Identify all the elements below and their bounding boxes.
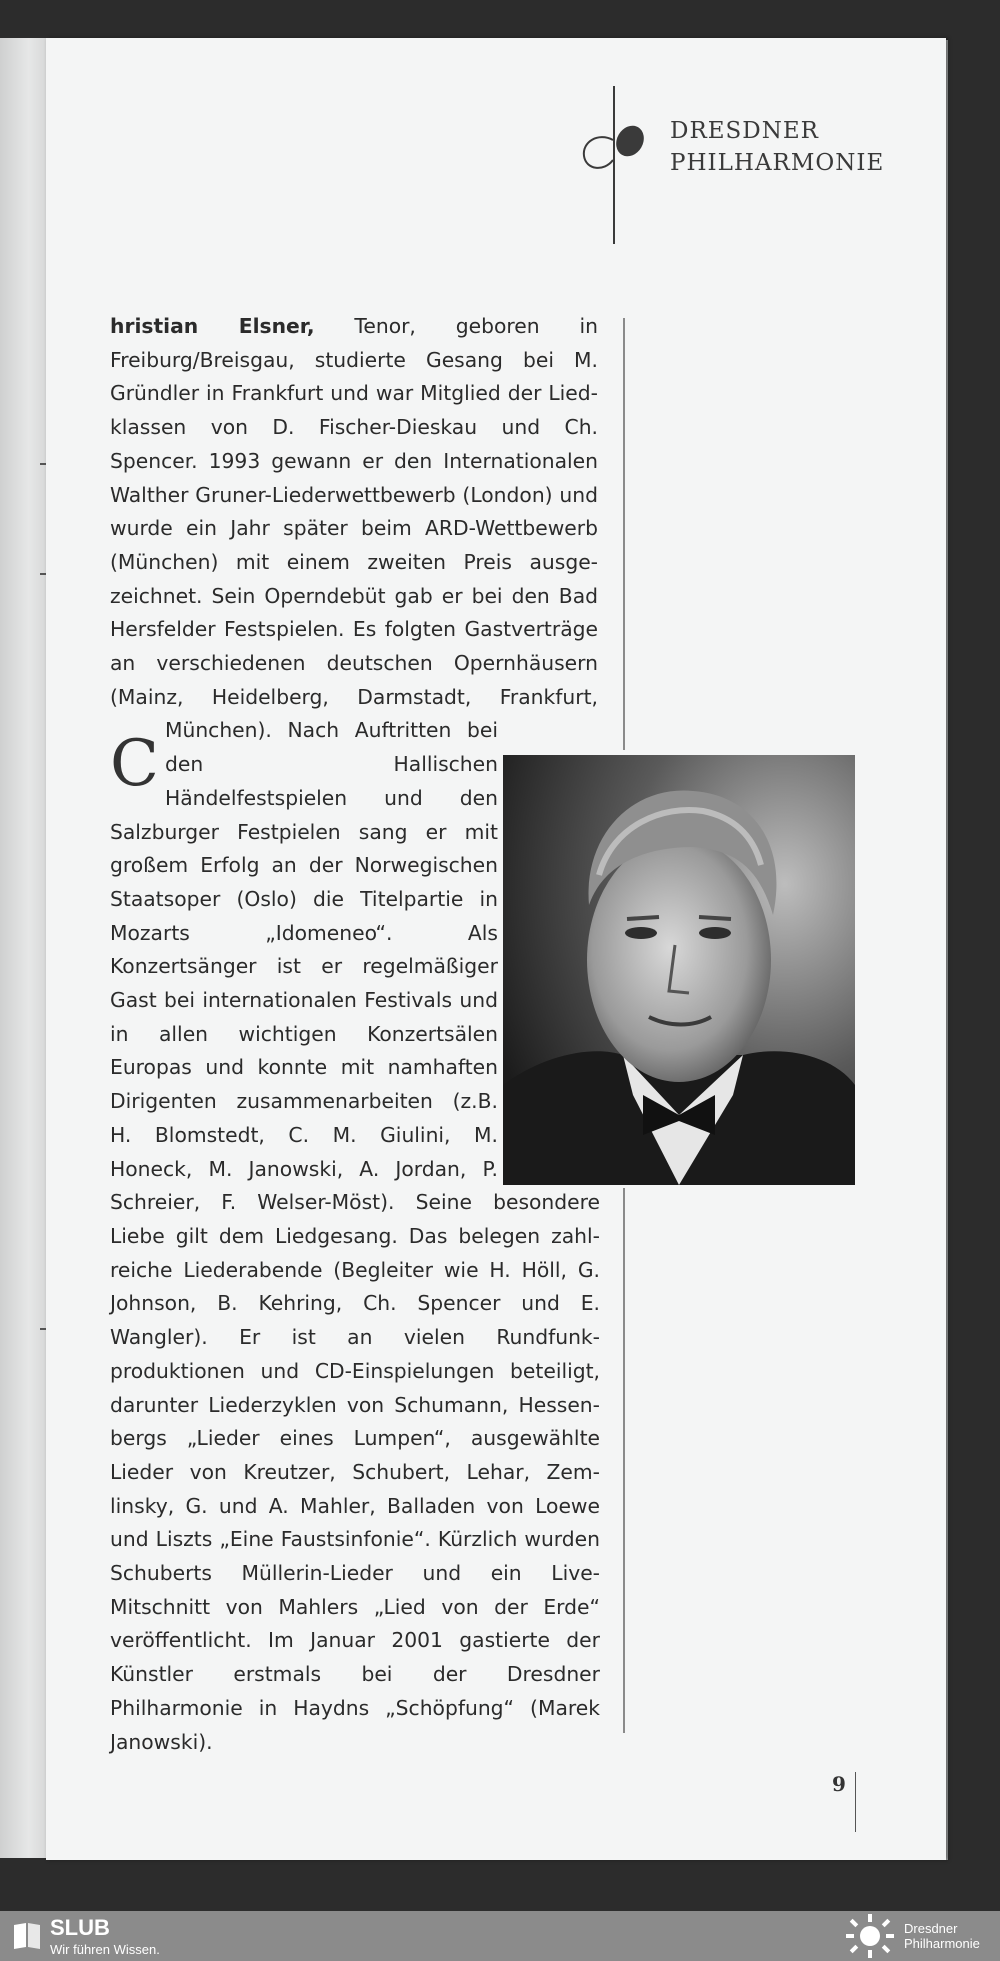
portrait-photo bbox=[503, 755, 855, 1185]
partner-line2: Philharmonie bbox=[904, 1936, 980, 1951]
slub-book-icon bbox=[12, 1921, 42, 1949]
slub-logo-subtitle: Wir führen Wissen. bbox=[50, 1942, 160, 1957]
biography-body: Tenor, geboren in Freiburg/Breisgau, studierte Gesang bei M. Gründler in Frankfurt und war Mitglied der Liedklassen von D. Fischer-Dieskau und Ch. Spencer. 1993 gewann er den Internationalen Walther Gruner-Liederwettbewerb (London) und wurde ein Jahr später beim ARD-Wettbewerb (München) mit einem zweiten Preis ausgezeichnet. Sein Operndebüt gab er bei den Bad Hersfelder Festspielen. Es folgten Gastverträge an verschiedenen deutschen Opernhäusern (Mainz, Heidelberg, Darmstadt, Frankfurt, München). Nach Auftritten bei den Hallischen Händelfestspielen und den Salzburger Festpielen sang er mit großem Erfolg an der Norwegischen Staatsoper (Oslo) die Titelpartie in Mozarts „Idomeneo“. Als Konzertsänger ist er regelmäßiger Gast bei internationalen Festivals und in allen wichtigen Konzertsälen Europas und konnte mit namhaften Dirigenten zusammenarbeiten (z.B. H. Blomstedt, C. M. Giulini, M. Honeck, M. Janowski, A. Jordan, P. Schreier, F. Welser-Möst). Seine besondere Liebe gilt dem Liedgesang. Das belegen zahlreiche Liederabende (Begleiter wie H. Höll, G. Johnson, B. Kehring, Ch. Spencer und E. Wangler). Er ist an vielen Rundfunkproduktionen und CD-Einspielungen beteiligt, darunter Liederzyklen von Schumann, Hessenbergs „Lieder eines Lumpen“, ausgewählte Lieder von Kreutzer, Schubert, Lehar, Zemlinsky, G. und A. Mahler, Balladen von Loewe und Liszts „Eine Faustsinfonie“. Kürzlich wurden Schuberts Müllerin-Lieder und ein Live-Mitschnitt von Mahlers „Lied von der Erde“ veröffentlicht. Im Januar 2001 gastierte der Künstler erstmals bei der Dresdner Philharmonie in Haydns „Schöpfung“ (Marek Janowski). bbox=[110, 314, 600, 1754]
column-rule-top bbox=[623, 318, 625, 750]
column-rule-bottom bbox=[623, 1188, 625, 1733]
slub-logo-title[interactable]: SLUB bbox=[50, 1915, 110, 1940]
adjacent-page-edge bbox=[0, 38, 48, 1858]
drop-cap: C bbox=[110, 727, 159, 801]
page-number: 9 bbox=[832, 1772, 846, 1796]
logo-text-line2: PHILHARMONIE bbox=[670, 150, 885, 176]
dresdner-philharmonie-logo bbox=[578, 80, 885, 250]
dp-monogram-icon bbox=[578, 80, 668, 250]
page-number-rule bbox=[855, 1772, 856, 1832]
partner-line1: Dresdner bbox=[904, 1921, 958, 1936]
philharmonie-footer-logo[interactable] bbox=[904, 1921, 980, 1951]
portrait-image bbox=[503, 755, 855, 1185]
philharmonie-sun-icon bbox=[842, 1914, 898, 1958]
artist-name: hristian Elsner, bbox=[110, 314, 315, 338]
footer-bar bbox=[0, 1911, 1000, 1961]
logo-text-line1: DRESDNER bbox=[670, 118, 819, 144]
